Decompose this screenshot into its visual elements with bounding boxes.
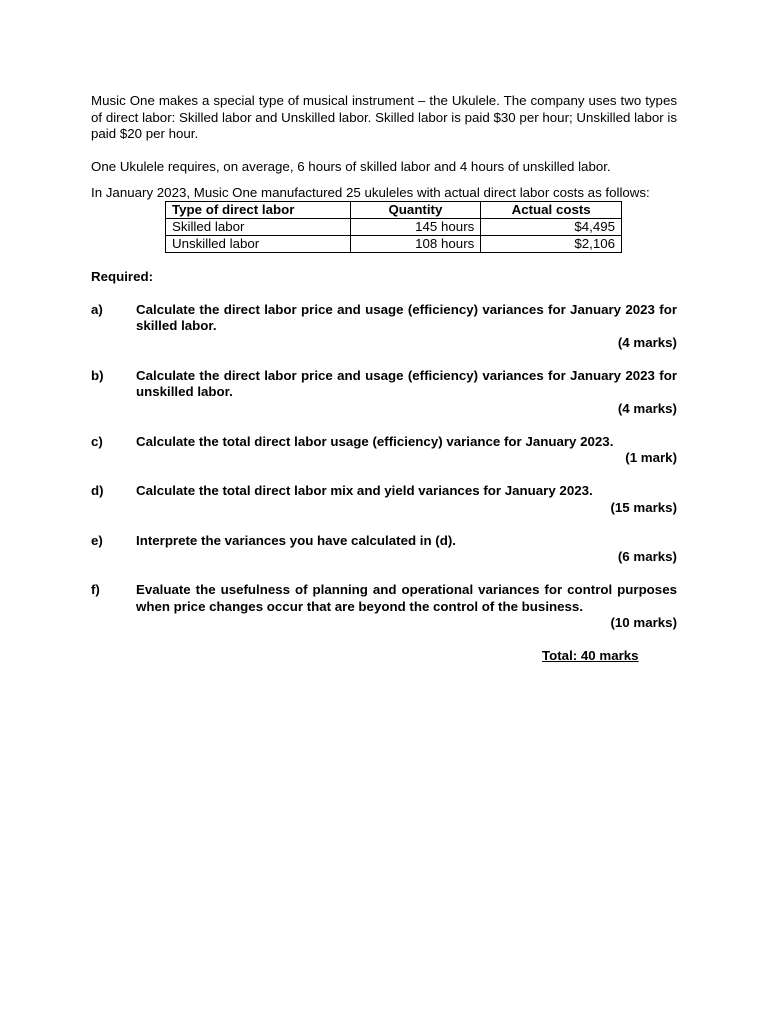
- table-row: [166, 236, 622, 253]
- question-marks: (6 marks): [617, 549, 677, 564]
- intro-paragraph-3: In January 2023, Music One manufactured 25 ukuleles with actual direct labor costs as follows:: [91, 184, 650, 200]
- question-letter: e): [91, 532, 103, 548]
- question-a: [91, 302, 677, 352]
- cell-quantity: 145 hours: [350, 219, 481, 236]
- question-text: Calculate the direct labor price and usage (efficiency) variances for January 2023 for unskilled labor.: [136, 367, 677, 399]
- intro-paragraph-1: Music One makes a special type of musical instrument – the Ukulele. The company uses two types of direct labor: Skilled labor and Unskilled labor. Skilled labor is paid $30 per hour; Unskilled labor is paid $20 per hour.: [91, 93, 677, 141]
- header-actual-costs: Actual costs: [481, 202, 622, 219]
- question-letter: a): [91, 301, 103, 317]
- document-page: [91, 93, 677, 665]
- cell-type: Skilled labor: [166, 219, 351, 236]
- labor-cost-table: [165, 201, 622, 253]
- question-letter: b): [91, 367, 104, 383]
- question-text: Evaluate the usefulness of planning and operational variances for control purposes when price changes occur that are beyond the control of the business.: [136, 582, 677, 614]
- table-header-row: [166, 202, 622, 219]
- question-c: [91, 434, 677, 467]
- question-letter: c): [91, 433, 103, 449]
- question-letter: f): [91, 582, 100, 597]
- required-heading: Required:: [91, 269, 154, 284]
- question-d: [91, 483, 677, 516]
- question-marks: (4 marks): [617, 334, 677, 350]
- question-text: Calculate the direct labor price and usage (efficiency) variances for January 2023 for skilled labor.: [136, 301, 677, 333]
- question-b: [91, 368, 677, 418]
- question-marks: (4 marks): [617, 400, 677, 416]
- question-letter: d): [91, 483, 104, 498]
- cell-cost: $2,106: [481, 236, 622, 253]
- table-row: [166, 219, 622, 236]
- header-quantity: Quantity: [350, 202, 481, 219]
- question-e: [91, 533, 677, 566]
- question-marks: (10 marks): [610, 615, 677, 630]
- header-type: Type of direct labor: [166, 202, 351, 219]
- question-text: Interprete the variances you have calculated in (d).: [136, 532, 456, 548]
- intro-paragraph-2: One Ukulele requires, on average, 6 hours of skilled labor and 4 hours of unskilled labor.: [91, 159, 611, 174]
- question-text: Calculate the total direct labor mix and yield variances for January 2023.: [136, 483, 593, 498]
- question-text: Calculate the total direct labor usage (efficiency) variance for January 2023.: [136, 433, 614, 449]
- total-marks: Total: 40 marks: [542, 648, 639, 663]
- cell-quantity: 108 hours: [350, 236, 481, 253]
- question-marks: (15 marks): [610, 499, 677, 515]
- question-marks: (1 mark): [625, 450, 677, 465]
- question-f: [91, 582, 677, 632]
- cell-type: Unskilled labor: [166, 236, 351, 253]
- cell-cost: $4,495: [481, 219, 622, 236]
